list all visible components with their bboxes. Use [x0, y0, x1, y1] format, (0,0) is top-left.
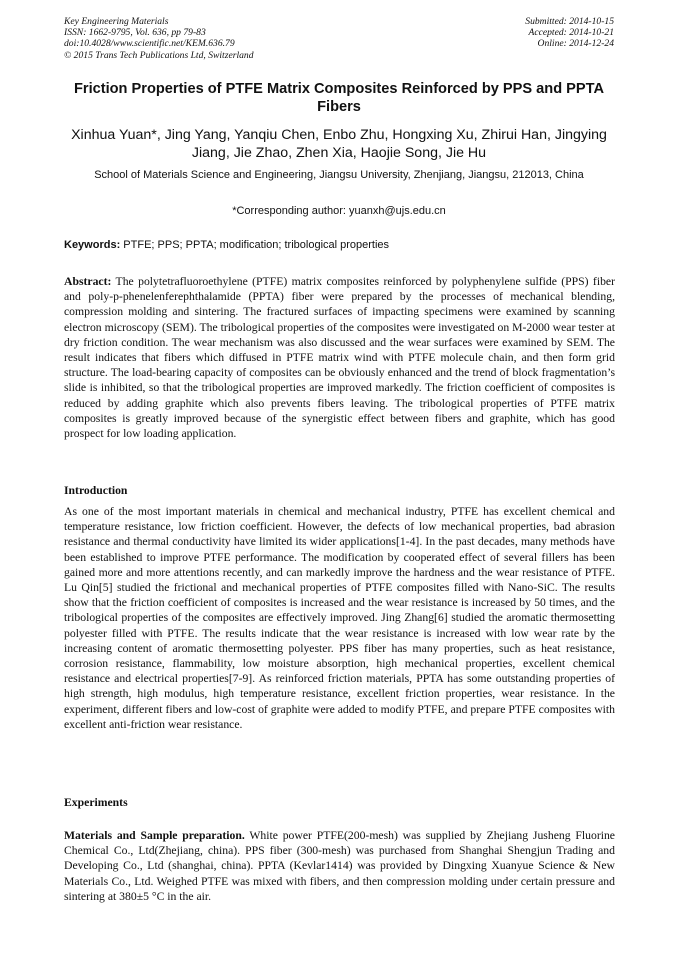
online-date: Online: 2014-12-24: [537, 38, 614, 50]
journal-issn: ISSN: 1662-9795, Vol. 636, pp 79-83: [64, 27, 206, 39]
author-list: Xinhua Yuan*, Jing Yang, Yanqiu Chen, Enbo Zhu, Hongxing Xu, Zhirui Han, Jingying Jiang, Jie Zhao, Zhen Xia, Haojie Song, Jie Hu: [71, 127, 607, 161]
abstract-label: Abstract:: [64, 275, 112, 288]
submitted-date: Submitted: 2014-10-15: [525, 16, 614, 27]
journal-copyright: © 2015 Trans Tech Publications Ltd, Switzerland: [64, 49, 254, 61]
paper-title: Friction Properties of PTFE Matrix Composites Reinforced by PPS and PPTA Fibers: [73, 81, 605, 115]
accepted-date: Accepted: 2014-10-21: [528, 27, 614, 39]
dates-header: [525, 16, 614, 50]
materials-label: Materials and Sample preparation.: [64, 829, 245, 842]
experiments-heading: Experiments: [64, 796, 128, 809]
corresponding-author: *Corresponding author: yuanxh@ujs.edu.cn: [232, 205, 446, 217]
abstract: [64, 274, 615, 441]
journal-header: [64, 16, 254, 61]
keywords-text: PTFE; PPS; PPTA; modification; tribological properties: [120, 239, 390, 251]
journal-doi: doi:10.4028/www.scientific.net/KEM.636.79: [64, 38, 235, 50]
affiliation: School of Materials Science and Engineering, Jiangsu University, Zhenjiang, Jiangsu, 212013, China: [94, 169, 584, 181]
materials-text: White power PTFE(200-mesh) was supplied by Zhejiang Jusheng Fluorine Chemical Co., Ltd(Zhejiang, china). PPS fiber (300-mesh) was purchased from Shanghai Shengjun Trading and Developing Co., Ltd (shanghai, china). PPTA (Kevlar1414) was provided by Dingxing Xuanyue Science & New Materials Co., Ltd. Weighed PTFE was mixed with fibers, and then compression molding under certain pressure and sintering at 380±5 °C in the air.: [64, 829, 615, 903]
keywords-label: Keywords:: [64, 239, 121, 251]
introduction-heading: Introduction: [64, 484, 128, 497]
introduction-text: As one of the most important materials in chemical and mechanical industry, PTFE has excellent chemical and temperature resistance, low friction coefficient. However, the defects of low mechanical properties, bad abrasion resistance and thermal conductivity have limited its wider applications[1-4]. In the past decades, many methods have been established to improve PTFE performance. The modification by cooperated effect of several fillers has been gained more and more attentions recently, and can markedly improve the hardness and the wear resistance of PTFE. Lu Qin[5] studied the frictional and mechanical properties of PTFE composites filled with Nano-SiC. The results show that the friction coefficient of composites is increased and the wear resistance is increased by 50 times, and the tribological properties of the composites are effectively improved. Jing Zhang[6] studied the aromatic thermosetting polyester filled with PTFE. The results indicate that the wear resistance is increased with low wear rate by the increasing content of aromatic thermosetting polyester. PPS fiber has many properties, such as heat resistance, corrosion resistance, flammability, low moisture absorption, high mechanical properties, excellent chemical resistance and electrical properties[7-9]. As reinforced friction materials, PPTA has some outstanding properties of high strength, high modulus, high temperature resistance, excellent friction properties, wear resistance. In the experiment, different fibers and low-cost of graphite were added to modify PTFE, and prepare PTFE composites with excellent anti-friction wear resistance.: [64, 505, 615, 731]
keywords: [64, 238, 616, 252]
abstract-text: The polytetrafluoroethylene (PTFE) matrix composites reinforced by polyphenylene sulfide (PPS) fiber and poly-p-phenelenferephthalamide (PPTA) fiber were prepared by the processes of mechanical blending, compression molding and sintering. The fractured surfaces of impacting specimens were examined by scanning electron microscopy (SEM). The tribological properties of the composites were investigated on M-2000 wear tester at dry friction condition. The wear mechanism was also discussed and the wear surfaces were examined by SEM. The result indicates that fibers which diffused in PTFE matrix wind with PTFE molecule chain, and then form grid structure. The load-bearing capacity of composites can be obviously enhanced and the trend of block fragmentation’s slide is inhibited, so that the tribological properties are improved markedly. The friction coefficient of composites is reduced by adding graphite which also prevents fibers leaving. The tribological properties of PTFE matrix composites is greatly improved because of the synergistic effect between fibers and graphite, which has good prospect for low loading application.: [64, 275, 615, 441]
materials-paragraph: [64, 828, 615, 904]
journal-name: Key Engineering Materials: [64, 16, 169, 27]
